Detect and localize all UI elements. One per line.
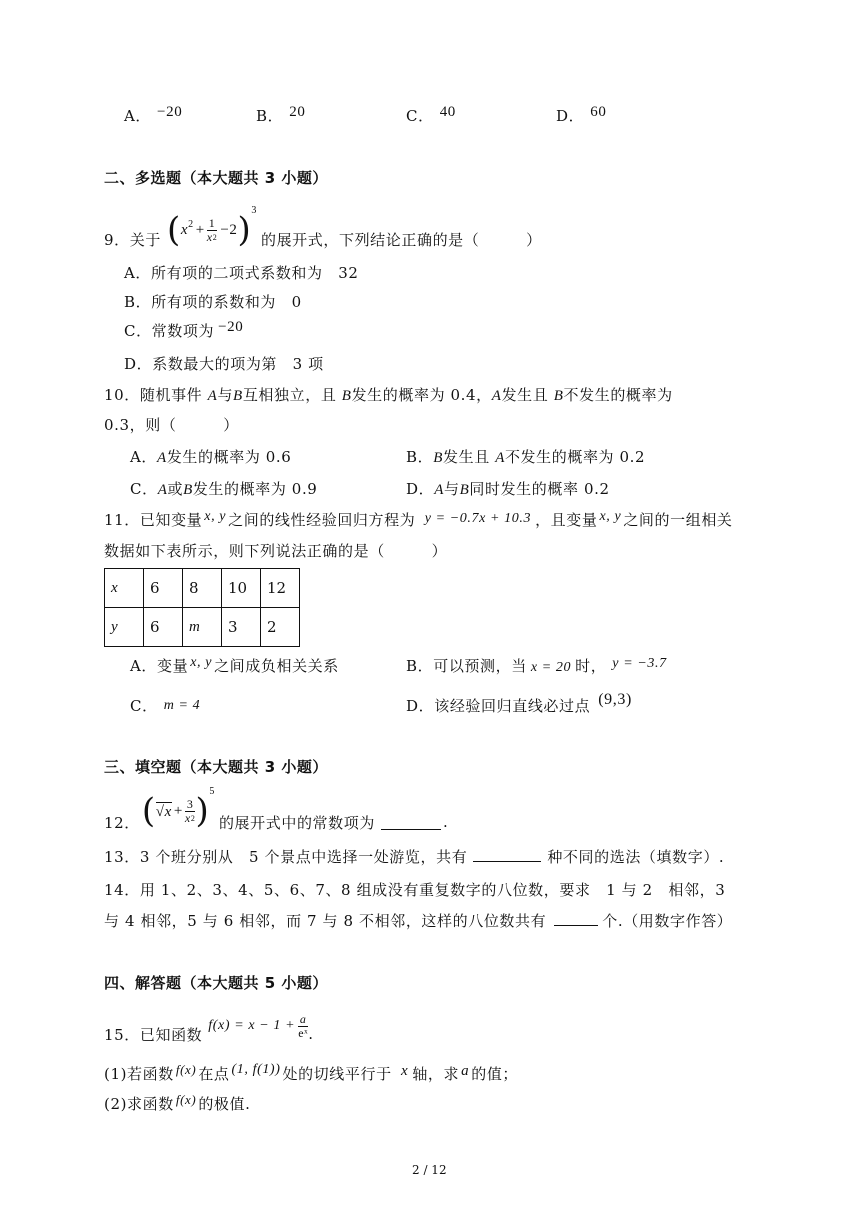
var-a: a	[461, 1063, 470, 1079]
text: 发生且	[443, 448, 490, 466]
option-b	[256, 105, 305, 126]
text: 与	[444, 480, 460, 498]
binomial-expression	[166, 204, 257, 250]
text: 种不同的选法（填数字）.	[547, 848, 725, 866]
table-cell: m	[183, 608, 222, 647]
table-cell: 6	[144, 569, 183, 608]
option-value: 60	[590, 104, 607, 120]
text: 的值；	[471, 1065, 519, 1083]
table-cell: 12	[261, 569, 300, 608]
text: 处的切线平行于	[282, 1065, 392, 1083]
period: .	[442, 813, 449, 831]
var-a: A	[157, 450, 167, 466]
option-text: C．常数项为	[124, 322, 215, 340]
text: ，且变量	[535, 511, 598, 529]
left-paren: (	[166, 210, 181, 250]
text: 在点	[198, 1065, 230, 1083]
section-heading-solutions: 四、解答题（本大题共 5 小题）	[104, 974, 328, 992]
text: 发生且	[501, 386, 549, 404]
table-cell-label: x	[105, 569, 144, 608]
sqrt-x: √x	[155, 803, 172, 820]
table-cell: 8	[183, 569, 222, 608]
period: .	[308, 1025, 314, 1043]
table-cell: 6	[144, 608, 183, 647]
equation: m = 4	[163, 698, 201, 713]
option-value: 20	[289, 104, 306, 120]
binomial-expression	[141, 785, 215, 831]
var-b: B	[183, 482, 193, 498]
result: y = −3.7	[612, 656, 667, 671]
function-fx: f(x)	[175, 1092, 197, 1107]
option-label: A．	[130, 448, 158, 466]
text: 时，	[575, 657, 607, 675]
question-11-line1	[104, 509, 733, 530]
question-15-part1	[104, 1063, 518, 1084]
expr-minus-two: −2	[220, 221, 238, 238]
function-fx: f(x)	[175, 1062, 197, 1077]
table-cell: 2	[261, 608, 300, 647]
table-row	[105, 608, 300, 647]
question-15	[104, 1006, 314, 1046]
right-paren: )	[195, 791, 210, 831]
fraction-numerator: a	[299, 1011, 307, 1026]
text: 10．随机事件	[104, 386, 203, 404]
expr-power: 2	[188, 218, 194, 230]
text: 的极值.	[198, 1095, 251, 1113]
q11-option-b	[406, 655, 667, 676]
left-paren: (	[141, 791, 156, 831]
option-label: B．	[406, 448, 434, 466]
option-value: −20	[218, 319, 244, 335]
vars-xy: x, y	[599, 509, 622, 524]
text: 发生的概率为 0.9	[192, 480, 318, 498]
table-cell: 10	[222, 569, 261, 608]
question-suffix: 的展开式，下列结论正确的是（ ）	[260, 230, 542, 249]
text: 15．已知函数	[104, 1025, 203, 1044]
fraction-denominator-power: 2	[190, 813, 196, 823]
question-suffix: 的展开式中的常数项为	[218, 813, 375, 832]
var-a: A	[495, 450, 505, 466]
question-14-line1: 14．用 1、2、3、4、5、6、7、8 组成没有重复数字的八位数，要求 1 与 2 相邻，3	[104, 881, 726, 899]
vars-xy: x, y	[190, 655, 213, 670]
point: (9,3)	[598, 691, 632, 708]
var-b: B	[553, 388, 564, 404]
question-13	[104, 846, 724, 867]
text: 不发生的概率为	[563, 386, 673, 404]
fraction-numerator: 1	[208, 215, 216, 230]
q11-option-c	[130, 695, 200, 716]
question-11-line2: 数据如下表所示，则下列说法正确的是（ ）	[104, 542, 448, 560]
function-definition: f(x) = x − 1 +	[208, 1018, 296, 1033]
fraction-denominator-base: x	[184, 810, 191, 825]
q11-option-a	[130, 655, 339, 676]
text: 与 4 相邻，5 与 6 相邻，而 7 与 8 不相邻，这样的八位数共有	[104, 912, 547, 930]
text: 13．3 个班分别从 5 个景点中选择一处游览，共有	[104, 848, 468, 866]
section-heading-fill-in: 三、填空题（本大题共 3 小题）	[104, 758, 328, 776]
option-label: C．	[130, 480, 158, 498]
question-12	[104, 786, 448, 836]
text: 互相独立，且	[242, 386, 337, 404]
option-d	[556, 105, 606, 126]
question-prefix: 9．关于	[104, 230, 161, 249]
page-number: 2 / 12	[412, 1163, 447, 1177]
expr-plus: +	[195, 221, 205, 238]
option-c	[406, 105, 456, 126]
text: 之间成负相关关系	[214, 657, 339, 675]
text: 个.（用数字作答）	[602, 912, 733, 930]
section-heading-multi-choice: 二、多选题（本大题共 3 小题）	[104, 169, 328, 187]
var-b: B	[233, 388, 243, 404]
answer-blank[interactable]	[473, 847, 541, 862]
expr-fraction	[298, 1013, 308, 1040]
question-9	[104, 205, 542, 255]
q9-option-a: A．所有项的二项式系数和为 32	[124, 264, 359, 282]
text: D．该经验回归直线必过点	[406, 697, 591, 715]
text: 发生的概率为 0.4，	[351, 386, 492, 404]
question-10-line2: 0.3，则（ ）	[104, 416, 239, 434]
q10-option-b	[406, 446, 645, 467]
text: 之间的一组相关	[623, 511, 733, 529]
var-a: A	[491, 388, 502, 404]
option-label: C．	[130, 697, 158, 715]
expr-fraction	[207, 217, 218, 244]
fraction-denominator: eˣ	[298, 1025, 309, 1040]
text: B．可以预测，当	[406, 657, 527, 675]
text: 发生的概率为 0.6	[166, 448, 292, 466]
var-b: B	[433, 450, 443, 466]
table-cell: 3	[222, 608, 261, 647]
var-b: B	[459, 482, 470, 498]
option-a	[124, 105, 182, 126]
data-table	[104, 568, 300, 647]
option-label: A．	[124, 107, 152, 125]
text: 11．已知变量	[104, 511, 203, 529]
option-label: B．	[256, 107, 284, 125]
right-paren: )	[237, 210, 252, 250]
q10-option-c	[130, 478, 317, 499]
option-label: C．	[406, 107, 434, 125]
question-number: 12．	[104, 813, 140, 832]
q9-option-b: B．所有项的系数和为 0	[124, 293, 302, 311]
option-label: D．	[556, 107, 585, 125]
answer-blank[interactable]	[381, 815, 441, 830]
text: (2)求函数	[104, 1095, 174, 1113]
fraction-denominator-base: x	[206, 229, 213, 244]
text: A．变量	[130, 657, 189, 675]
text: 之间的线性经验回归方程为	[228, 511, 416, 529]
table-row	[105, 569, 300, 608]
q10-option-a	[130, 446, 291, 467]
option-value: −20	[157, 104, 183, 120]
q9-option-c	[124, 320, 243, 341]
question-14-line2	[104, 910, 732, 931]
expr-fraction	[185, 798, 196, 825]
var-x: x	[401, 1063, 409, 1079]
text: (1)若函数	[104, 1065, 174, 1083]
question-15-part2	[104, 1093, 250, 1114]
point: (1, f(1))	[231, 1062, 281, 1077]
option-label: D．	[406, 480, 435, 498]
condition: x = 20	[530, 660, 572, 675]
question-10-line1	[104, 384, 673, 405]
answer-blank[interactable]	[554, 911, 598, 926]
text: 轴，求	[412, 1065, 460, 1083]
q10-option-d	[406, 478, 610, 499]
text: 同时发生的概率 0.2	[469, 480, 610, 498]
expr-exponent: 5	[209, 785, 215, 797]
text: 不发生的概率为 0.2	[504, 448, 646, 466]
regression-equation: y = −0.7x + 10.3	[424, 511, 532, 526]
fraction-denominator-power: 2	[212, 232, 218, 242]
var-b: B	[341, 388, 352, 404]
var-a: A	[434, 482, 444, 498]
fraction-numerator: 3	[186, 796, 194, 811]
expr-base: x	[180, 221, 189, 238]
option-value: 40	[439, 104, 456, 120]
var-a: A	[157, 482, 168, 498]
text: 与	[217, 386, 234, 404]
text: 或	[167, 480, 184, 498]
var-a: A	[207, 388, 218, 404]
expr-plus: +	[173, 802, 183, 819]
q11-option-d	[406, 691, 632, 716]
expr-exponent: 3	[251, 204, 257, 216]
q9-option-d: D．系数最大的项为第 3 项	[124, 355, 324, 373]
table-cell-label: y	[105, 608, 144, 647]
vars-xy: x, y	[204, 509, 227, 524]
